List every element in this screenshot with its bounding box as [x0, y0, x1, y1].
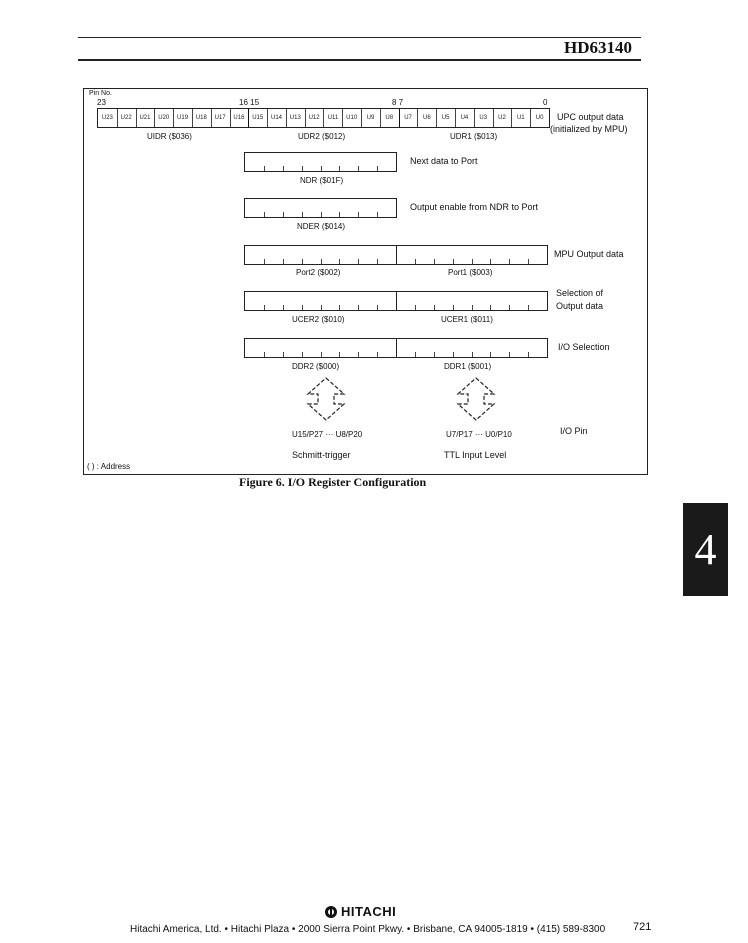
figure-caption: Figure 6. I/O Register Configuration: [239, 475, 427, 489]
upc-bit-cell: U17: [211, 109, 231, 127]
bit-tick: [472, 352, 473, 357]
bit-tick: [528, 259, 529, 264]
left-pins-label: U15/P27 ··· U8/P20: [292, 430, 363, 439]
bit-tick: [472, 259, 473, 264]
bit-tick: [434, 305, 435, 310]
upc-bit-cell: U14: [267, 109, 287, 127]
upc-bit-cell: U2: [493, 109, 513, 127]
bit-tick: [321, 352, 322, 357]
schmitt-trigger-label: Schmitt-trigger: [292, 450, 351, 460]
bit-tick: [358, 166, 359, 171]
uidr-label: UIDR ($036): [147, 132, 192, 141]
bidirectional-arrow-left-icon: [306, 376, 346, 422]
bit-tick: [528, 352, 529, 357]
ucer-desc-line1: Selection of: [556, 288, 604, 298]
upc-bit-cell: U18: [192, 109, 212, 127]
bit-tick: [358, 212, 359, 217]
bit-tick: [358, 259, 359, 264]
io-pin-desc: I/O Pin: [560, 426, 588, 436]
hitachi-logo-icon: [324, 905, 338, 919]
nder-label: NDER ($014): [297, 222, 346, 231]
bit-tick: [264, 212, 265, 217]
byte-divider: [396, 339, 397, 357]
udr1-label: UDR1 ($013): [450, 132, 498, 141]
ddr-desc: I/O Selection: [558, 342, 610, 352]
bit-tick: [453, 352, 454, 357]
bit-tick: [283, 212, 284, 217]
byte-divider: [396, 292, 397, 310]
bit-tick: [339, 212, 340, 217]
bit-tick: [302, 259, 303, 264]
bit-tick: [302, 166, 303, 171]
ddr-register: [244, 338, 548, 358]
bit-tick: [377, 259, 378, 264]
upc-bit-cell: U8: [380, 109, 400, 127]
pin-no-label: Pin No.: [89, 90, 112, 97]
bit-tick: [509, 352, 510, 357]
bit-tick: [283, 166, 284, 171]
bit-23: 23: [97, 98, 106, 107]
upc-bit-cell: U16: [230, 109, 250, 127]
ddr2-label: DDR2 ($000): [292, 362, 340, 371]
bit-tick: [321, 212, 322, 217]
upc-bit-cell: U21: [136, 109, 156, 127]
byte-divider: [396, 246, 397, 264]
hitachi-brand: HITACHI: [341, 904, 397, 919]
upc-register: [97, 108, 550, 128]
bit-tick: [490, 259, 491, 264]
header-rule-top: [78, 37, 641, 38]
upc-desc-line1: UPC output data: [557, 112, 624, 122]
ndr-register: [244, 152, 397, 172]
section-tab-number: 4: [694, 525, 717, 574]
bit-tick: [509, 305, 510, 310]
page-number: 721: [633, 921, 652, 933]
upc-bit-cell: U7: [399, 109, 419, 127]
ndr-label: NDR ($01F): [300, 176, 344, 185]
upc-bit-cell: U23: [98, 109, 118, 127]
bit-tick: [321, 166, 322, 171]
port-desc: MPU Output data: [554, 249, 624, 259]
upc-bit-cell: U0: [535, 115, 544, 121]
bit-tick: [283, 305, 284, 310]
bit-tick: [283, 259, 284, 264]
nder-register: [244, 198, 397, 218]
bit-tick: [302, 212, 303, 217]
bit-tick: [528, 305, 529, 310]
bit-tick: [415, 352, 416, 357]
port-register: [244, 245, 548, 265]
bit-tick: [339, 352, 340, 357]
upc-bit-cell: U12: [305, 109, 325, 127]
upc-bit-cell: U22: [117, 109, 137, 127]
ttl-level-label: TTL Input Level: [444, 450, 507, 460]
upc-bit-cell: U15: [248, 109, 268, 127]
upc-desc-line2: (initialized by MPU): [550, 124, 628, 134]
address-note: ( ) : Address: [87, 462, 131, 471]
bit-tick: [264, 305, 265, 310]
ucer2-label: UCER2 ($010): [292, 315, 345, 324]
bit-tick: [377, 212, 378, 217]
bit-tick: [377, 166, 378, 171]
upc-bit-cell: U4: [455, 109, 475, 127]
ucer-register: [244, 291, 548, 311]
bit-tick: [283, 352, 284, 357]
bit-tick: [321, 259, 322, 264]
upc-bit-cell: U3: [474, 109, 494, 127]
bit-tick: [453, 259, 454, 264]
bit-tick: [264, 166, 265, 171]
port2-label: Port2 ($002): [296, 268, 341, 277]
upc-bit-cell: U11: [324, 109, 344, 127]
bit-tick: [509, 259, 510, 264]
bit-tick: [490, 305, 491, 310]
bit-tick: [302, 305, 303, 310]
upc-bit-cell: U1: [511, 109, 531, 127]
bit-tick: [358, 352, 359, 357]
bit-tick: [302, 352, 303, 357]
ucer-desc-line2: Output data: [556, 301, 604, 311]
bit-tick: [358, 305, 359, 310]
upc-bit-cell: U10: [342, 109, 362, 127]
udr2-label: UDR2 ($012): [298, 132, 346, 141]
bit-tick: [415, 305, 416, 310]
bit-tick: [377, 352, 378, 357]
port1-label: Port1 ($003): [448, 268, 493, 277]
ucer1-label: UCER1 ($011): [441, 315, 493, 324]
bit-tick: [415, 259, 416, 264]
header-rule-bottom: [78, 59, 641, 61]
upc-bit-cell: U9: [361, 109, 381, 127]
bit-tick: [339, 259, 340, 264]
ddr1-label: DDR1 ($001): [444, 362, 492, 371]
bit-8-7: 8 7: [392, 98, 404, 107]
bit-tick: [264, 259, 265, 264]
bit-tick: [339, 166, 340, 171]
bit-tick: [472, 305, 473, 310]
bit-tick: [434, 352, 435, 357]
bit-tick: [377, 305, 378, 310]
bit-tick: [321, 305, 322, 310]
bit-tick: [490, 352, 491, 357]
upc-bit-cell: U13: [286, 109, 306, 127]
upc-bit-cell: U5: [436, 109, 456, 127]
bit-16-15: 16 15: [239, 98, 260, 107]
upc-bit-cell: U6: [417, 109, 437, 127]
nder-desc: Output enable from NDR to Port: [410, 202, 539, 212]
ndr-desc: Next data to Port: [410, 156, 478, 166]
bit-tick: [453, 305, 454, 310]
bit-0: 0: [543, 98, 548, 107]
right-pins-label: U7/P17 ··· U0/P10: [446, 430, 512, 439]
upc-bit-cell: U19: [173, 109, 193, 127]
part-number: HD63140: [564, 38, 632, 57]
bidirectional-arrow-right-icon: [456, 376, 496, 422]
hitachi-logo: [324, 904, 396, 919]
bit-tick: [264, 352, 265, 357]
section-tab: [683, 503, 728, 596]
footer-address: Hitachi America, Ltd. • Hitachi Plaza • 2000 Sierra Point Pkwy. • Brisbane, CA 94005-1819 • (415) 589-8300: [130, 924, 606, 935]
bit-tick: [339, 305, 340, 310]
upc-bit-cell: U20: [154, 109, 174, 127]
figure-frame: [83, 88, 648, 475]
bit-tick: [434, 259, 435, 264]
